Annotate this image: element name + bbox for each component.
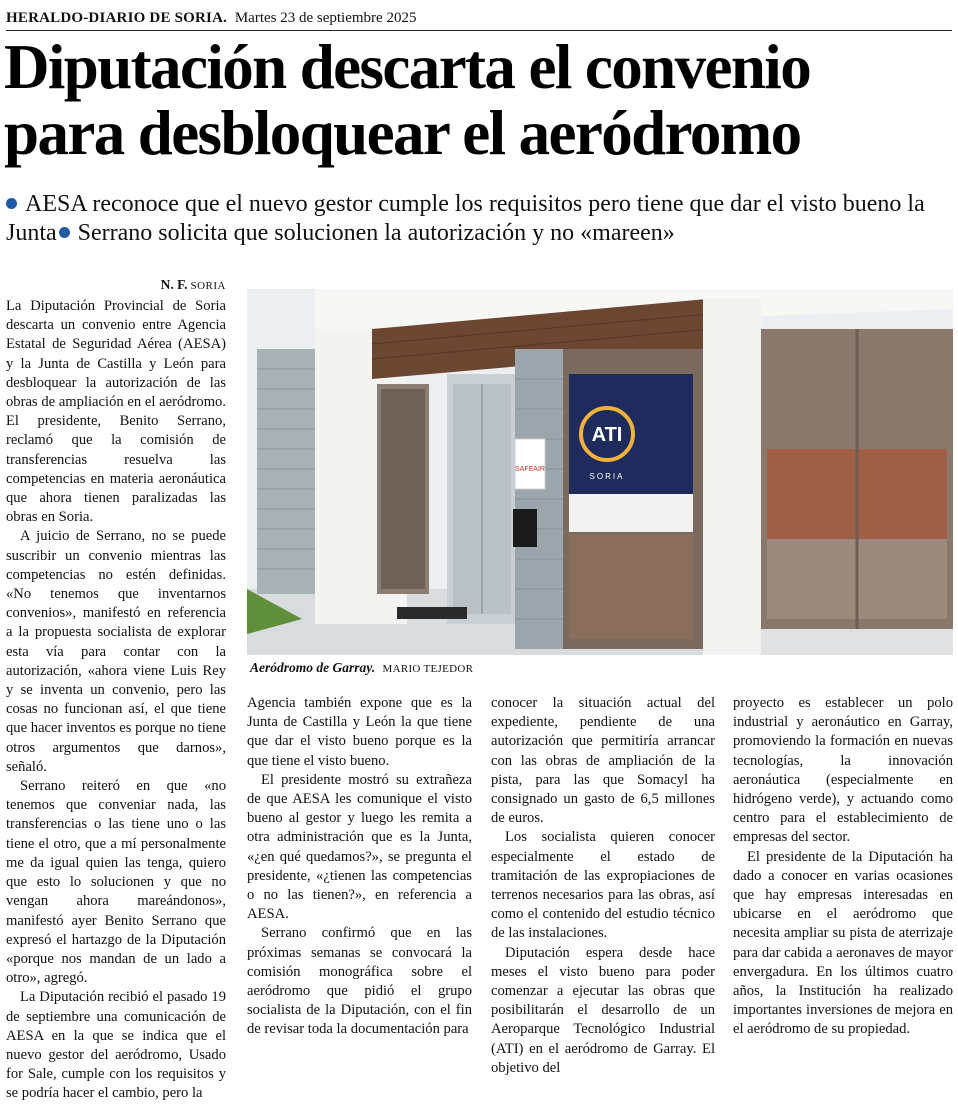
photo-caption xyxy=(250,659,473,678)
caption-place: Aeródromo de Garray. xyxy=(250,660,376,675)
paragraph: Diputación espera desde hace meses el visto bueno para poder comenzar a ejecutar las obras que posibilitarán el desarrollo de un Aeroparque Tecnológico Industrial (ATI) en el aeródromo de Garray. El objetivo del xyxy=(491,944,715,1076)
headline-line-1: Diputación descarta el convenio xyxy=(4,32,811,102)
caption-credit: MARIO TEJEDOR xyxy=(382,663,474,675)
byline-author: N. F. xyxy=(160,277,188,292)
article-column-2 xyxy=(247,694,472,1040)
article-column-4 xyxy=(733,694,953,1040)
sign-main-text: ATI xyxy=(591,424,623,446)
headline-line-2: para desbloquear el aeródromo xyxy=(4,98,801,168)
paragraph: Agencia también expone que es la Junta de Castilla y León la que tiene que dar el visto bueno porque es la que tiene el visto bueno. xyxy=(247,695,472,769)
subhead-point-1: AESA reconoce que el nuevo gestor cumple los requisitos pero tiene que dar el visto bueno la Junta xyxy=(6,191,925,246)
headline xyxy=(4,34,954,166)
paragraph: conocer la situación actual del expediente, pendiente de una autorización que permitiría arrancar con las obras de ampliación de la pista, para las que Somacyl ha consignado un gasto de 6,5 millones de euros. xyxy=(491,695,715,827)
subheadline xyxy=(6,190,951,248)
byline-city: SORIA xyxy=(190,280,226,292)
paragraph: El presidente de la Diputación ha dado a conocer en varias ocasiones que hay empresas interesadas en ubicarse en el aeródromo que necesita ampliar su pista de aterrizaje para dar cabida a aeronaves de mayor envergadura. En los últimos cuatro años, la Institución ha realizado importantes inversiones de mejora en el aeródromo de su propiedad. xyxy=(733,848,953,1038)
masthead xyxy=(6,8,952,31)
paragraph: Serrano reiteró en que «no tenemos que conveniar nada, las transferencias o las tiene uno o las tiene el otro, que a mí personalmente me da igual quien las tenga, quiero que esto lo solucionen y que no vengan ahora mareándonos», manifestó ayer Benito Serrano que expresó el hartazgo de la Diputación «porque nos mandan de un lado a otro», agregó. xyxy=(6,778,226,987)
article-column-3 xyxy=(491,694,715,1078)
bullet-icon xyxy=(59,227,70,238)
aerodrome-building-image xyxy=(247,289,953,655)
article-photo xyxy=(247,289,953,655)
door-logo: SAFEAIR xyxy=(515,466,545,473)
paragraph: La Diputación Provincial de Soria descarta un convenio entre Agencia Estatal de Seguridad Aérea (AESA) y la Junta de Castilla y León para desbloquear la autorización de las obras de ampliación en el aeródromo. El presidente, Benito Serrano, reclamó que la comisión de transferencias resuelva las competencias en materia aeronáutica que ahora tienen paralizadas las obras en Soria. xyxy=(6,298,226,526)
publication-date: Martes 23 de septiembre 2025 xyxy=(234,10,417,26)
subhead-point-2: Serrano solicita que solucionen la autorización y no «mareen» xyxy=(77,220,675,246)
paragraph: La Diputación recibió el pasado 19 de septiembre una comunicación de AESA en la que se indica que el nuevo gestor del aeródromo, Usado for Sale, cumple con los requisitos y se podría hacer el cambio, pero la xyxy=(6,989,226,1102)
byline xyxy=(6,276,226,295)
paragraph: Serrano confirmó que en las próximas semanas se convocará la comisión monográfica sobre el aeródromo que pidió el grupo socialista de la Diputación, con el fin de revisar toda la documentación para xyxy=(247,925,472,1038)
article-column-1 xyxy=(6,276,226,1104)
paragraph: A juicio de Serrano, no se puede suscribir un convenio mientras las competencias no estén definidas. «No tenemos que inventarnos convenios», manifestó en referencia a la propuesta socialista de explorar esta vía para contar con la autorización, «ahora viene Luis Rey y se inventa un convenio, pero las cosas no funcionan así, el que tiene que hacer inventos es porque no tiene otros argumentos que darnos», señaló. xyxy=(6,528,226,775)
paragraph: Los socialista quieren conocer especialmente el estado de tramitación de las expropiaciones de terrenos necesarios para las obras, así como el contenido del estudio técnico de las instalaciones. xyxy=(491,829,715,942)
paragraph: El presidente mostró su extrañeza de que AESA les comunique el visto bueno al gestor y luego les remita a otra administración que es la Junta, «¿en qué quedamos?», se pregunta el presidente, «¿tienen las competencias o no las tienen?», en referencia a AESA. xyxy=(247,771,472,923)
bullet-icon xyxy=(6,198,17,209)
sign-sub-text: SORIA xyxy=(589,472,625,481)
publication-name: HERALDO-DIARIO DE SORIA. xyxy=(6,10,228,26)
paragraph: proyecto es establecer un polo industrial y aeronáutico en Garray, promoviendo la formación en nuevas tecnologías, la innovación aeronáutica (especialmente en hidrógeno verde), y actuando como centro para el establecimiento de empresas del sector. xyxy=(733,695,953,846)
